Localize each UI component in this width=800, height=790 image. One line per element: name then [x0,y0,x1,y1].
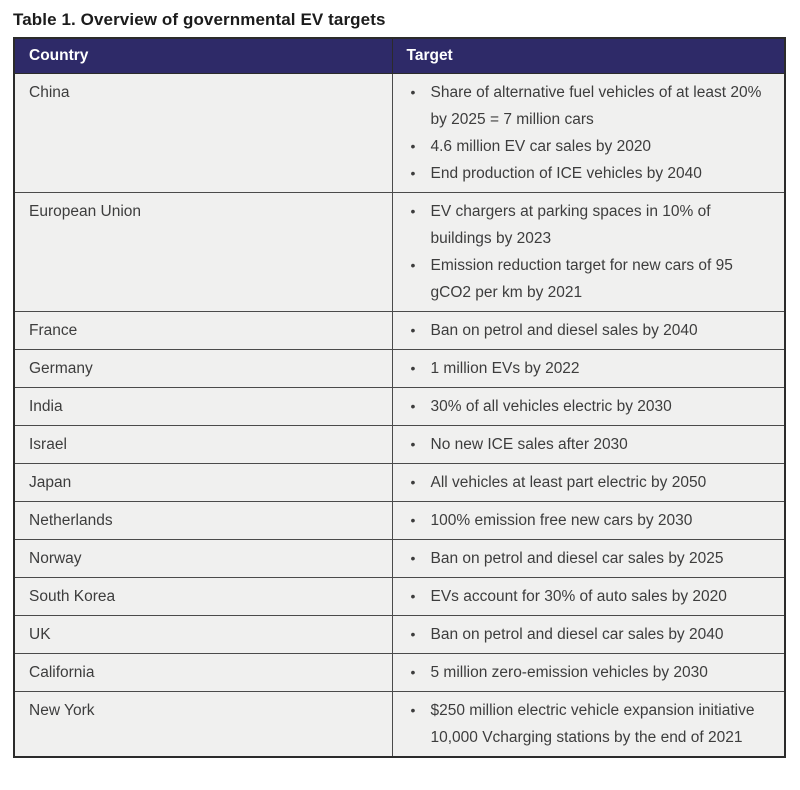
table-row [14,578,785,616]
bullet-icon: • [410,702,416,718]
target-cell [392,502,785,540]
target-cell [392,74,785,193]
target-item [407,79,773,133]
target-list [407,355,773,382]
table-row [14,312,785,350]
table-row [14,426,785,464]
country-cell: Japan [14,464,392,502]
table-row [14,540,785,578]
country-cell: Germany [14,350,392,388]
bullet-icon: • [410,203,416,219]
country-cell: India [14,388,392,426]
country-cell: Norway [14,540,392,578]
country-cell: Netherlands [14,502,392,540]
table-row [14,350,785,388]
bullet-icon: • [410,588,416,604]
country-cell: UK [14,616,392,654]
target-text: Share of alternative fuel vehicles of at least 20% by 2025 = 7 million cars [430,84,762,128]
target-list [407,431,773,458]
target-cell [392,193,785,312]
bullet-icon: • [410,512,416,528]
target-list [407,583,773,610]
table-row [14,616,785,654]
bullet-icon: • [410,84,416,100]
target-text: Ban on petrol and diesel sales by 2040 [430,322,698,339]
bullet-icon: • [410,138,416,154]
target-list [407,697,773,751]
target-item [407,659,773,686]
table-row [14,388,785,426]
target-text: Ban on petrol and diesel car sales by 2025 [430,550,724,567]
target-cell [392,426,785,464]
target-item [407,317,773,344]
country-cell: China [14,74,392,193]
target-cell [392,350,785,388]
target-cell [392,578,785,616]
country-cell: European Union [14,193,392,312]
target-text: $250 million electric vehicle expansion initiative 10,000 Vcharging stations by the end of 2021 [430,702,755,746]
table-row [14,193,785,312]
target-item [407,469,773,496]
bullet-icon: • [410,550,416,566]
target-text: End production of ICE vehicles by 2040 [430,165,702,182]
target-list [407,507,773,534]
table-row [14,692,785,758]
table-row [14,654,785,692]
table-row [14,74,785,193]
target-item [407,507,773,534]
target-text: EVs account for 30% of auto sales by 2020 [430,588,727,605]
bullet-icon: • [410,626,416,642]
country-cell: California [14,654,392,692]
target-text: 4.6 million EV car sales by 2020 [430,138,652,155]
target-text: 5 million zero-emission vehicles by 2030 [430,664,708,681]
target-list [407,79,773,187]
target-text: 1 million EVs by 2022 [430,360,580,377]
target-cell [392,692,785,758]
target-item [407,583,773,610]
bullet-icon: • [410,436,416,452]
table-row [14,464,785,502]
target-cell [392,312,785,350]
target-list [407,621,773,648]
bullet-icon: • [410,322,416,338]
target-list [407,659,773,686]
target-cell [392,540,785,578]
target-text: 30% of all vehicles electric by 2030 [430,398,672,415]
country-cell: South Korea [14,578,392,616]
target-item [407,393,773,420]
target-text: Ban on petrol and diesel car sales by 2040 [430,626,724,643]
bullet-icon: • [410,398,416,414]
target-cell [392,654,785,692]
target-text: All vehicles at least part electric by 2050 [430,474,707,491]
target-item [407,431,773,458]
target-cell [392,464,785,502]
target-list [407,317,773,344]
target-text: EV chargers at parking spaces in 10% of buildings by 2023 [430,203,711,247]
bullet-icon: • [410,360,416,376]
bullet-icon: • [410,165,416,181]
ev-targets-table [13,37,786,758]
column-header-target: Target [392,38,785,74]
target-item [407,355,773,382]
bullet-icon: • [410,257,416,273]
table-header-row [14,38,785,74]
target-cell [392,388,785,426]
target-list [407,545,773,572]
target-item [407,697,773,751]
target-item [407,252,773,306]
target-item [407,621,773,648]
target-item [407,160,773,187]
country-cell: New York [14,692,392,758]
bullet-icon: • [410,474,416,490]
target-item [407,545,773,572]
target-text: Emission reduction target for new cars of 95 gCO2 per km by 2021 [430,257,733,301]
table-title: Table 1. Overview of governmental EV targets [13,10,386,29]
table-body [14,74,785,758]
target-text: No new ICE sales after 2030 [430,436,628,453]
target-list [407,393,773,420]
country-cell: Israel [14,426,392,464]
target-item [407,133,773,160]
country-cell: France [14,312,392,350]
target-text: 100% emission free new cars by 2030 [430,512,693,529]
target-list [407,198,773,306]
bullet-icon: • [410,664,416,680]
target-cell [392,616,785,654]
table-row [14,502,785,540]
target-list [407,469,773,496]
column-header-country: Country [14,38,392,74]
target-item [407,198,773,252]
